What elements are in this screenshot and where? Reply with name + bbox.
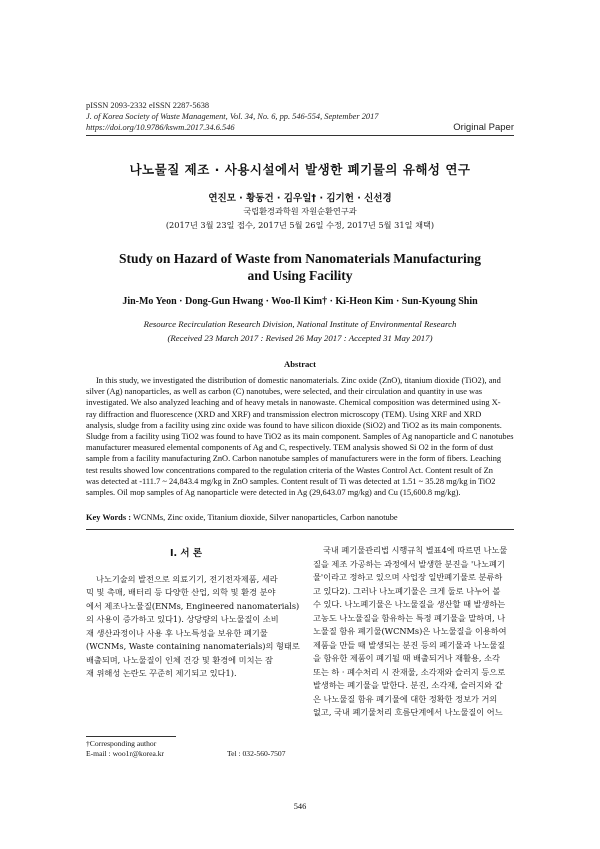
paragraph-line: 고 있다2). 그러나 나노폐기물은 크게 둘로 나누어 볼 <box>313 585 501 596</box>
korean-title: 나노물질 제조 · 사용시설에서 발생한 폐기물의 유해성 연구 <box>129 162 471 177</box>
abstract-line: manufacturer measured elemental components of Ag and C, respectively. TEM analysis showed Si O2 in the form of dust <box>86 443 494 453</box>
header-rule <box>86 135 514 136</box>
english-authors: Jin-Mo Yeon · Dong-Gun Hwang · Woo-Il Kim† · Ki-Heon Kim · Sun-Kyoung Shin <box>122 296 478 307</box>
paragraph-line: 물'이라고 정하고 있으며 사업장 일반폐기물로 분류하 <box>313 572 503 582</box>
abstract-line: silver (Ag) nanoparticles, as well as carbon (C) nanotubes, were selected, and their circulation and quantity in use was <box>86 387 483 397</box>
abstract-line: was detected at -111.7 ~ 24,843.4 mg/kg in ZnO samples. Content result of Ti was detected at 1.51 ~ 35.28 mg/kg in TiO2 <box>86 476 496 486</box>
paper-type-label: Original Paper <box>453 122 514 133</box>
paragraph-line: 수 있다. 나노폐기물은 나노물질을 생산할 때 발생하는 <box>313 599 506 609</box>
paragraph-line: (WCNMs, Waste containing nanomaterials)의 형태로 <box>86 641 300 651</box>
abstract-line: ray diffraction and fluorescence (XRD and XRF) and transmission electron microscopy (TEM). Using XRF and XRD <box>86 409 482 419</box>
korean-authors: 연진모 · 황동건 · 김우일† · 김기헌 · 신선경 <box>208 193 392 204</box>
keywords-rule <box>86 529 514 530</box>
paragraph-line: 의 사용이 증가하고 있다1). 상당량의 나노물질이 소비 <box>86 614 279 624</box>
paragraph-line: 배출되며, 나노물질이 인체 건강 및 환경에 미치는 잠 <box>86 654 273 665</box>
intro-paragraph-right <box>313 544 513 720</box>
abstract-line: samples. Oil mop samples of Ag nanoparticle were detected in Ag (29,643.07 mg/kg) and Cu (15,600.8 mg/kg). <box>86 488 461 498</box>
english-title-line: and Using Facility <box>247 268 353 283</box>
paragraph-line: 을 함유한 제품이 폐기될 때 배출되거나 재활용, 소각 <box>313 653 500 663</box>
footnote-rule <box>86 736 176 737</box>
english-title-line: Study on Hazard of Waste from Nanomaterials Manufacturing <box>118 251 482 266</box>
author-email[interactable]: E-mail : woo1r@korea.kr <box>86 749 165 758</box>
english-affiliation: Resource Recirculation Research Division, National Institute of Environmental Research <box>143 319 457 329</box>
page-number: 546 <box>293 802 307 811</box>
paragraph-line: 제품을 만들 때 발생되는 분진 등의 폐기물과 나노물질 <box>313 639 506 650</box>
paragraph-line: 에서 제조나노물질(ENMs, Engineered nanomaterials) <box>86 600 300 611</box>
right-column <box>313 544 513 720</box>
abstract-heading: Abstract <box>284 359 316 369</box>
english-dates: (Received 23 March 2017 : Revised 26 May 2017 : Accepted 31 May 2017) <box>167 333 433 343</box>
paragraph-line: 재 위해성 논란도 꾸준히 제기되고 있다1). <box>86 668 237 678</box>
paragraph-line: 고농도 나노물질을 함유하는 특정 폐기물을 말하며, 나 <box>313 612 506 623</box>
paragraph-line: 재 생산과정이나 사용 후 나노특성을 보유한 폐기물 <box>86 627 268 638</box>
paragraph-line: 또는 하 · 폐수처리 시 잔재물, 소각재와 슬러지 등으로 <box>313 666 506 677</box>
abstract-line: Sludge from a facility using TiO2 was found to have TiO2 as its main component. Samples of Ag nanoparticle and C nanotubes <box>86 432 514 442</box>
abstract-line: In this study, we investigated the distribution of domestic nanomaterials. Zinc oxide (ZnO), titanium dioxide (TiO2), and <box>96 376 501 385</box>
paragraph-line: 없고, 국내 폐기물처리 흐름단계에서 나노물질이 어느 <box>313 707 503 717</box>
paragraph-line: 나노기술의 발전으로 의료기기, 전기전자제품, 세라 <box>96 573 278 584</box>
intro-paragraph-left <box>86 573 300 681</box>
abstract-line: investigated. We also analyzed leaching and of heavy metals in nanowaste. Chemical composition was determined using X- <box>86 398 501 408</box>
issn-line: pISSN 2093-2332 eISSN 2287-5638 <box>86 101 210 110</box>
english-title <box>0 250 600 284</box>
keywords-label: Key Words : <box>86 513 131 522</box>
paragraph-line: 국내 폐기물관리법 시행규칙 별표4에 따르면 나노물 <box>323 545 508 555</box>
keywords <box>86 513 514 522</box>
paragraph-line: 노물질 함유 폐기물(WCNMs)은 나노물질을 이용하여 <box>313 626 507 636</box>
abstract-line: test results showed low concentrations compared to the regulation criteria of the Wastes Control Act. Content result of Zn <box>86 465 493 475</box>
keywords-text: WCNMs, Zinc oxide, Titanium dioxide, Silver nanoparticles, Carbon nanotube <box>132 513 398 522</box>
korean-affiliation: 국립환경과학원 자원순환연구과 <box>243 206 357 216</box>
abstract-line: analysis, sludge from a facility using zinc oxide was found to have silicon dioxide (SiO2) and TiO2 as its main components. <box>86 420 502 430</box>
paragraph-line: 믹 및 촉매, 배터리 등 다양한 산업, 의학 및 환경 분야 <box>86 587 276 597</box>
left-column <box>86 547 300 681</box>
doi-link[interactable]: https://doi.org/10.9786/kswm.2017.34.6.546 <box>86 123 235 132</box>
abstract-line: sample from a facility manufacturing ZnO. Carbon nanotube samples of manufacturers were in the form of fibers. Leaching <box>86 454 502 464</box>
korean-dates: (2017년 3월 23일 접수, 2017년 5월 26일 수정, 2017년 5월 31일 채택) <box>165 220 435 230</box>
corresponding-author: †Corresponding author <box>86 739 157 748</box>
paragraph-line: 발생하는 폐기물을 말한다. 분진, 소각재, 슬러지와 같 <box>313 680 503 690</box>
journal-header <box>86 100 516 133</box>
author-tel: Tel : 032-560-7507 <box>227 749 286 758</box>
paragraph-line: 질을 제조 가공하는 과정에서 발생한 분진을 '나노폐기 <box>313 558 505 569</box>
paragraph-line: 은 나노물질 함유 폐기물에 대한 정확한 정보가 거의 <box>313 693 498 704</box>
section-heading: I. 서 론 <box>169 548 203 559</box>
abstract-body <box>86 375 514 498</box>
journal-citation: J. of Korea Society of Waste Management, Vol. 34, No. 6, pp. 546-554, September 2017 <box>86 112 379 121</box>
